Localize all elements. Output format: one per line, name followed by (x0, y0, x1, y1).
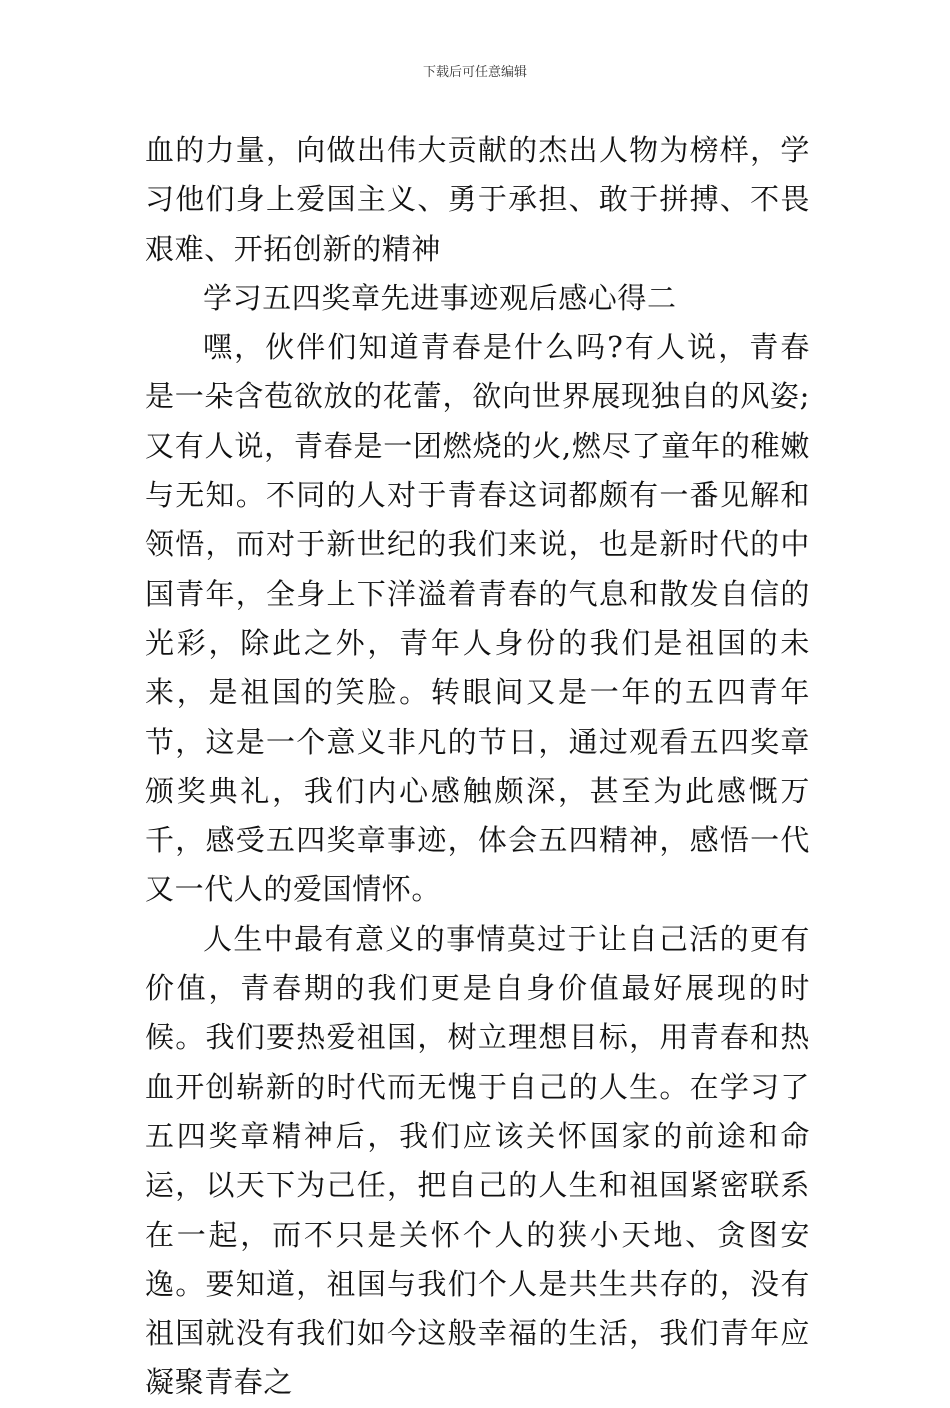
paragraph-youth: 嘿，伙伴们知道青春是什么吗?有人说，青春是一朵含苞欲放的花蕾，欲向世界展现独自的风姿;又有人说，青春是一团燃烧的火,燃尽了童年的稚嫩与无知。不同的人对于青春这词都颇有一番见解和领悟，而对于新世纪的我们来说，也是新时代的中国青年，全身上下洋溢着青春的气息和散发自信的光彩，除此之外，青年人身份的我们是祖国的未来，是祖国的笑脸。转眼间又是一年的五四青年节，这是一个意义非凡的节日，通过观看五四奖章颁奖典礼，我们内心感触颇深，甚至为此感慨万千，感受五四奖章事迹，体会五四精神，感悟一代又一代人的爱国情怀。 (145, 330, 810, 907)
page-header-note: 下载后可任意编辑 (422, 65, 527, 80)
document-body (145, 126, 810, 1408)
paragraph-life-value: 人生中最有意义的事情莫过于让自己活的更有价值，青春期的我们更是自身价值最好展现的时候。我们要热爱祖国，树立理想目标，用青春和热血开创崭新的时代而无愧于自己的人生。在学习了五四奖章精神后，我们应该关怀国家的前途和命运，以天下为己任，把自己的人生和祖国紧密联系在一起，而不只是关怀个人的狭小天地、贪图安逸。要知道，祖国与我们个人是共生共存的，没有祖国就没有我们如今这般幸福的生活，我们青年应凝聚青春之 (145, 921, 810, 1400)
section-heading: 学习五四奖章先进事迹观后感心得二 (203, 280, 677, 315)
paragraph-continuation: 血的力量，向做出伟大贡献的杰出人物为榜样，学习他们身上爱国主义、勇于承担、敢于拼搏、不畏艰难、开拓创新的精神 (145, 133, 810, 266)
